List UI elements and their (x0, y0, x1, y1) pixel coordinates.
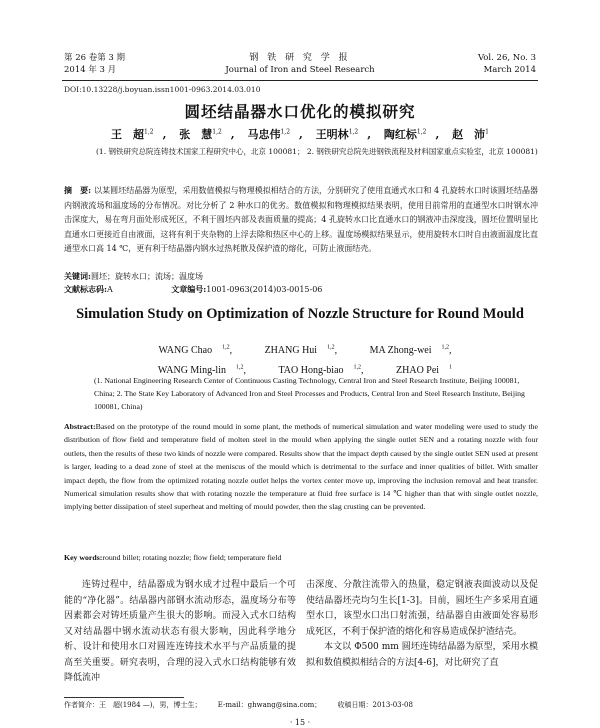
footnote-email: E-mail：ghwang@sina.com； (217, 701, 322, 709)
body-column-left: 连铸过程中，结晶器成为钢水成才过程中最后一个可能的“净化器”。结晶器内部钢水流动形态，温度场分布等因素都会对铸坯质量产生很大的影响。而浸入式水口结构又对结晶器中钢水流动状态有很大影响，因此科学地分析、设计和使用水口对圆连连铸技术水平与产品质量的提高至关重要。研究表明，合理的浸入式水口结构能够有效降低流冲 (64, 580, 296, 683)
header-right (478, 52, 536, 76)
page-number: · 15 · (289, 718, 311, 727)
author-en: WANG Ming-lin $^{1,2}$, (157, 364, 246, 376)
journal-title-cn: 钢 铁 研 究 学 报 (249, 53, 351, 63)
footnote (64, 700, 538, 710)
classification-value: A (106, 285, 113, 294)
abstract-cn-text: 以某圆坯结晶器为原型，采用数值模拟与物理模拟相结合的方法，分别研究了使用直通式水口和 4 孔旋转水口时该圆坯结晶器内钢液流场和温度场的分布情况。对比分析了 2 种水口的优劣。数值模拟和物理模拟结果表明，使用目前常用的直通型水口时钢水冲击深度大，易在弯月面处形成死区，不利于圆坯内部及表面质量的提高；4 孔旋转水口比直通水口的钢液冲击深度浅，圆坯位置明显比直通水口更接近自由液面，这将有利于夹杂物的上浮去除和热区中心的上移。温度场模拟结果显示，使用旋转水口时自由液面温度比直通型水口高 14 ℃，更有利于结晶器内钢水过热耗散及保护渣的熔化，可防止液面结壳。 (64, 186, 539, 253)
author-cn: 马忠伟$^{1,2}$ (247, 128, 291, 141)
abstract-cn (64, 183, 538, 257)
author-en: TAO Hong-biao $^{1,2}$, (278, 364, 364, 376)
classification-line (64, 283, 538, 296)
keywords-cn-label: 关键词: (64, 271, 91, 281)
volume-en: Vol. 26, No. 3 (477, 53, 536, 63)
author-en: ZHAO Pei $^1$ (396, 364, 453, 376)
footnote-rule (64, 697, 184, 698)
doi: DOI:10.13228/j.boyuan.issn1001-0963.2014.03.010 (64, 85, 261, 94)
title-cn: 圆坯结晶器水口优化的模拟研究 (184, 102, 416, 121)
body-column-right (306, 578, 538, 671)
keywords-cn-text: 圆坯；旋转水口；流场；温度场 (90, 272, 203, 281)
title-en: Simulation Study on Optimization of Nozzle Structure for Round Mould (76, 306, 524, 322)
article-no-value: 1001-0963(2014)03-0015-06 (206, 285, 323, 294)
journal-title-en: Journal of Iron and Steel Research (225, 65, 375, 75)
affiliation-en: (1. National Engineering Research Center of Continuous Casting Technology, Central Iron and Steel Research Institute, Beijing 100081, China; 2. The State Key Laboratory of Advanced Iron and Steel Processes and Products, Central Iron and Steel Research Institute, Beijing 100081, China) (94, 376, 525, 411)
abstract-en-text: Based on the prototype of the round mould in some plant, the methods of numerical simulation and water modeling were used to study the distribution of flow field and temperature field of molten steel in the mould when applying the single outlet SEN and a rotating nozzle with four outlets, then the results of these two kinds of nozzle were compared. Results show that the impact depth caused by the single outlet SEN used at present is larger, leading to a dead zone of steel at the meniscus of the mould which is detrimental to the surface and inner qualities of billet. With smaller impact depth, the flow from the optimized rotating nozzle outlet helps the vortex center move up, improving the inclusion removal and heat transfer. Numerical simulation results show that with rotating nozzle the temperature at fluid free surface is 14 ℃ higher than that with single outlet nozzle, implying better dissipation of steel superheat and melting of mould powder, then the slag crusting can be prevented. (64, 422, 538, 512)
author-cn: 王 超$^{1,2}$ (111, 128, 154, 141)
date-en: March 2014 (483, 65, 536, 75)
affiliation-cn: (1. 钢铁研究总院连铸技术国家工程研究中心，北京 100081； 2. 钢铁研究总院先进钢铁流程及材料国家重点实验室，北京 100081) (96, 147, 538, 156)
keywords-en-label: Key words: (64, 553, 103, 562)
keywords-en (64, 552, 538, 564)
footnote-received: 收稿日期：2013-03-08 (337, 701, 413, 709)
author-en: ZHANG Hui $^{1,2}$, (264, 345, 338, 357)
body-paragraph: 本文以 Φ500 mm 圆坯连铸结晶器为原型，采用水模拟和数值模拟相结合的方法[4-6]，对比研究了直 (306, 642, 538, 668)
author-cn: 赵 沛$^1$ (452, 128, 489, 141)
footnote-author: 作者简介：王 超(1984 —)，男，博士生； (64, 701, 202, 709)
author-en: MA Zhong-wei $^{1,2}$, (369, 345, 452, 357)
header-rule (62, 80, 538, 81)
author-cn: 陶红标$^{1,2}$ (383, 128, 427, 141)
authors-en (90, 340, 510, 379)
abstract-en (64, 420, 538, 514)
volume-cn: 第 26 卷第 3 期 (64, 53, 126, 63)
keywords-cn (64, 270, 538, 283)
keywords-en-text: round billet; rotating nozzle; flow field; temperature field (102, 553, 282, 562)
body-paragraph: 击深度、分散注流带入的热量，稳定钢液表面波动以及促使结晶器坯壳均匀生长[1-3]。目前，圆坯生产多采用直通型水口，该型水口出口射流强，结晶器自由液面处容易形成死区，不利于保护渣的熔化和容易造成保护渣结壳。 (306, 580, 538, 637)
author-en: WANG Chao $^{1,2}$, (158, 345, 233, 357)
abstract-en-label: Abstract: (64, 422, 96, 431)
author-cn: 王明林$^{1,2}$ (315, 128, 359, 141)
author-cn: 张 慧$^{1,2}$ (179, 128, 222, 141)
article-no-label: 文章编号: (171, 284, 207, 294)
classification-label: 文献标志码: (64, 284, 107, 294)
abstract-cn-label: 摘 要: (64, 185, 92, 195)
authors-cn: 王 超$^{1,2}$ , 张 慧$^{1,2}$ , 马忠伟$^{1,2}$ , 王明林$^{1,2}$ , 陶红标$^{1,2}$ , 赵 沛$^1$ (111, 128, 489, 141)
date-cn: 2014 年 3 月 (64, 65, 117, 75)
